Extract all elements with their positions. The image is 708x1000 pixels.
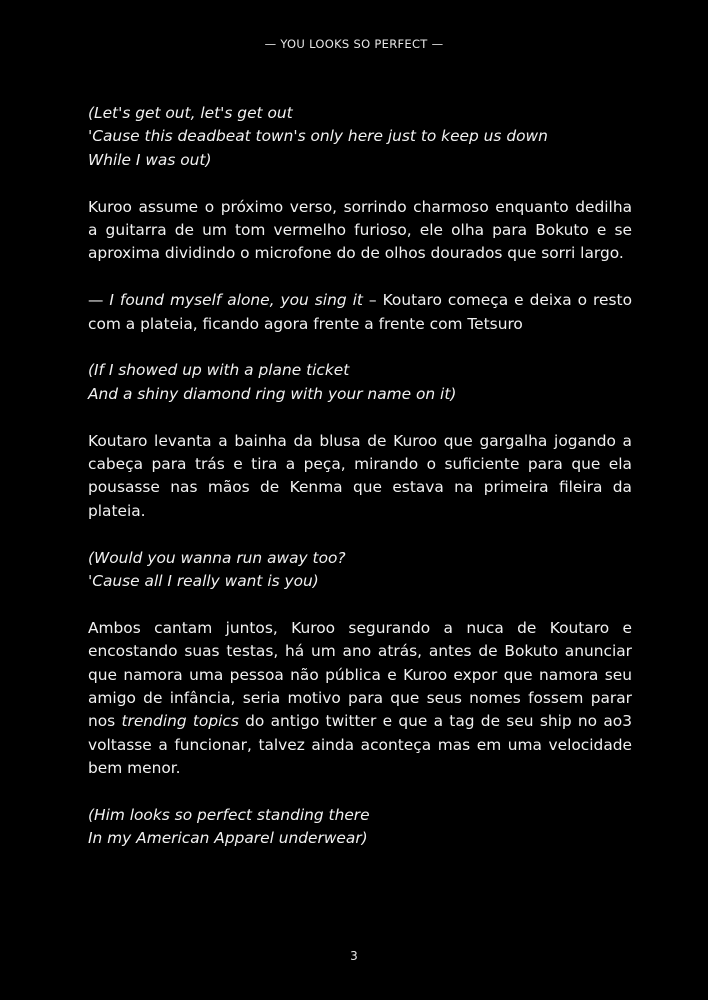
paragraph-start: Ambos cantam juntos, Kuroo segurando a nuca de Koutaro e encostando suas testas, há um ano atrás, antes de Bokuto anunciar que namora uma pessoa não pública e Kuroo expor que namora seu amigo de infância, seria motivo para que seus nomes fossem parar nos <box>88 618 632 731</box>
page-number: 3 <box>350 949 358 963</box>
lyric-stanza-1 <box>88 102 632 172</box>
prose-paragraph-1: Kuroo assume o próximo verso, sorrindo charmoso enquanto dedilha a guitarra de um tom vermelho furioso, ele olha para Bokuto e se aproxima dividindo o microfone do de olhos dourados que sorri largo. <box>88 197 632 263</box>
lyric-line: (Let's get out, let's get out <box>88 104 293 122</box>
inline-lyric: I found myself alone, you sing it <box>109 291 363 310</box>
lyric-stanza-4 <box>88 804 632 851</box>
lyric-line: (Would you wanna run away too? <box>88 548 346 567</box>
lyric-stanza-2 <box>88 359 632 406</box>
lyric-line: (Him looks so perfect standing there <box>88 806 370 825</box>
paragraph-rest: – Koutaro começa e deixa o resto com a plateia, ficando agora frente a frente com Tetsuro <box>88 291 632 333</box>
paragraph-end: do antigo twitter e que a tag de seu ship no ao3 voltasse a funcionar, talvez ainda aconteça mas em uma velocidade bem menor. <box>88 712 632 778</box>
lyric-line: (If I showed up with a plane ticket <box>88 361 350 380</box>
prose-paragraph-2 <box>88 289 632 336</box>
italic-phrase: trending topics <box>121 712 239 731</box>
lyric-line: 'Cause all I really want is you) <box>88 572 319 591</box>
lyric-line: 'Cause this deadbeat town's only here just to keep us down <box>88 127 548 146</box>
running-header: — YOU LOOKS SO PERFECT — <box>264 37 444 51</box>
em-dash: — <box>88 291 110 310</box>
lyric-line: In my American Apparel underwear) <box>88 829 368 848</box>
prose-paragraph-4 <box>88 617 632 781</box>
lyric-stanza-3 <box>88 547 632 594</box>
lyric-line: And a shiny diamond ring with your name on it) <box>88 384 457 403</box>
prose-paragraph-3: Koutaro levanta a bainha da blusa de Kuroo que gargalha jogando a cabeça para trás e tira a peça, mirando o suficiente para que ela pousasse nas mãos de Kenma que estava na primeira fileira da plateia. <box>88 431 632 520</box>
lyric-line: While I was out) <box>88 150 212 169</box>
chapter-text <box>88 102 632 851</box>
